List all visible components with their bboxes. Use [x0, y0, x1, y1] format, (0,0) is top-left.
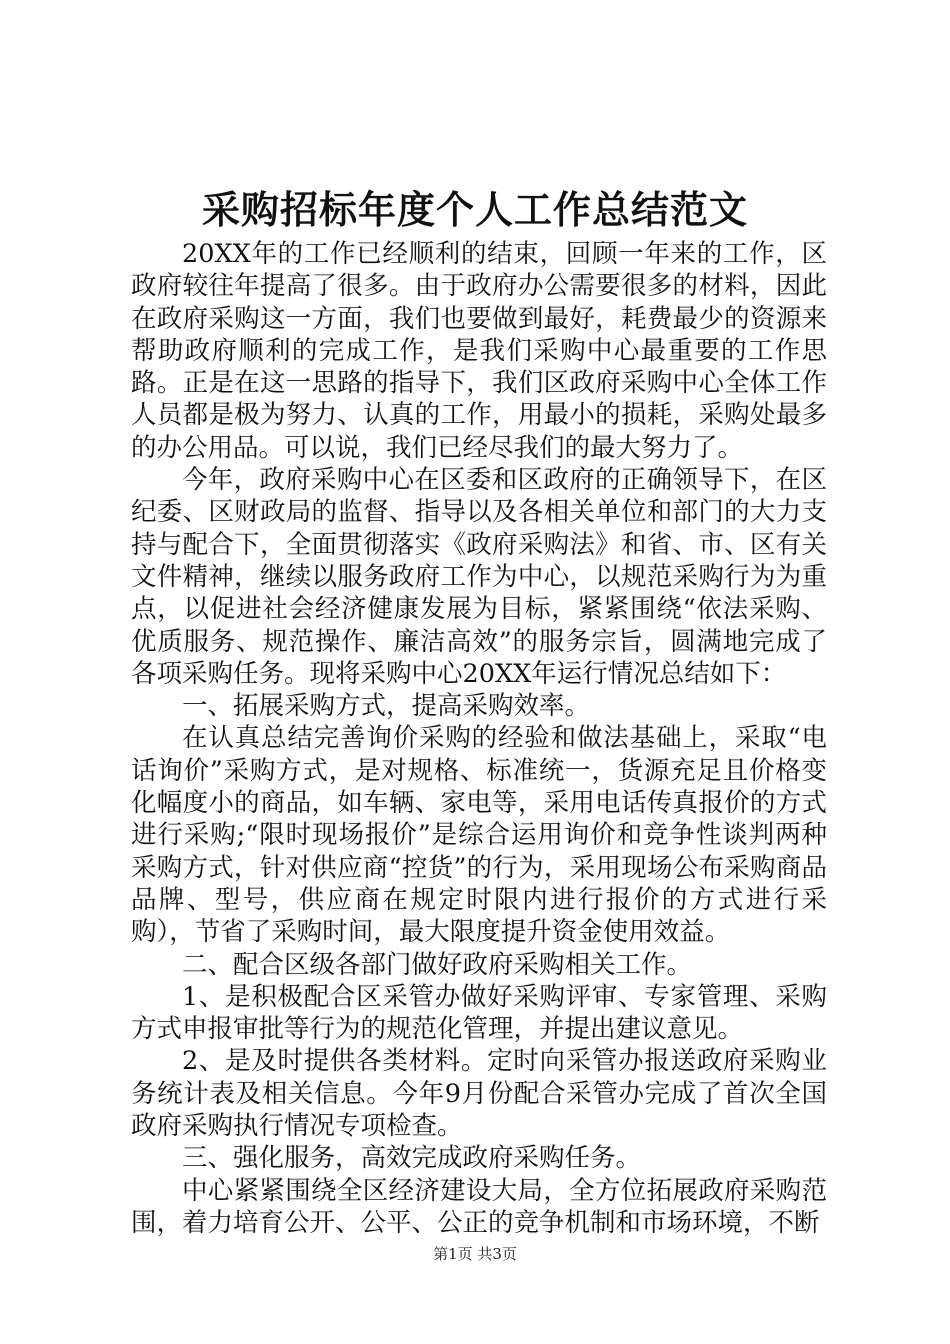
document-title: 采购招标年度个人工作总结范文 [201, 187, 748, 232]
paragraph-item-1: 1、是积极配合区采管办做好采购评审、专家管理、采购方式申报审批等行为的规范化管理，并提出建议意见。 [131, 981, 827, 1045]
paragraph-section-1: 在认真总结完善询价采购的经验和做法基础上，采取“电话询价”采购方式，是对规格、标准统一，货源充足且价格变化幅度小的商品，如车辆、家电等，采用电话传真报价的方式进行采购;“限时现场报价”是综合运用询价和竞争性谈判两种采购方式，针对供应商“控货”的行为，采用现场公布采购商品品牌、型号，供应商在规定时限内进行报价的方式进行采购），节省了采购时间，最大限度提升资金使用效益。 [131, 723, 827, 948]
page-footer: 第1页 共3页 [433, 1245, 517, 1263]
paragraph-item-2: 2、是及时提供各类材料。定时向采管办报送政府采购业务统计表及相关信息。今年9月份配合采管办完成了首次全国政府采购执行情况专项检查。 [131, 1046, 827, 1142]
paragraph-section-3: 中心紧紧围绕全区经济建设大局，全方位拓展政府采购范围，着力培育公开、公平、公正的竞争机制和市场环境，不断 [131, 1175, 827, 1238]
paragraph-intro: 20XX年的工作已经顺利的结束，回顾一年来的工作，区政府较往年提高了很多。由于政府办公需要很多的材料，因此在政府采购这一方面，我们也要做到最好，耗费最少的资源来帮助政府顺利的完成工作，是我们采购中心最重要的工作思路。正是在这一思路的指导下，我们区政府采购中心全体工作人员都是极为努力、认真的工作，用最小的损耗，采购处最多的办公用品。可以说，我们已经尽我们的最大努力了。 [131, 239, 827, 463]
section-heading-3: 三、强化服务，高效完成政府采购任务。 [182, 1143, 642, 1174]
paragraph-overview: 今年，政府采购中心在区委和区政府的正确领导下，在区纪委、区财政局的监督、指导以及各相关单位和部门的大力支持与配合下，全面贯彻落实《政府采购法》和省、市、区有关文件精神，继续以服务政府工作为中心，以规范采购行为为重点，以促进社会经济健康发展为目标，紧紧围绕“依法采购、优质服务、规范操作、廉洁高效”的服务宗旨，圆满地完成了各项采购任务。现将采购中心20XX年运行情况总结如下： [131, 465, 827, 689]
section-heading-2: 二、配合区级各部门做好政府采购相关工作。 [182, 949, 693, 980]
document-body [131, 238, 827, 1239]
section-heading-1: 一、拓展采购方式，提高采购效率。 [182, 691, 591, 722]
